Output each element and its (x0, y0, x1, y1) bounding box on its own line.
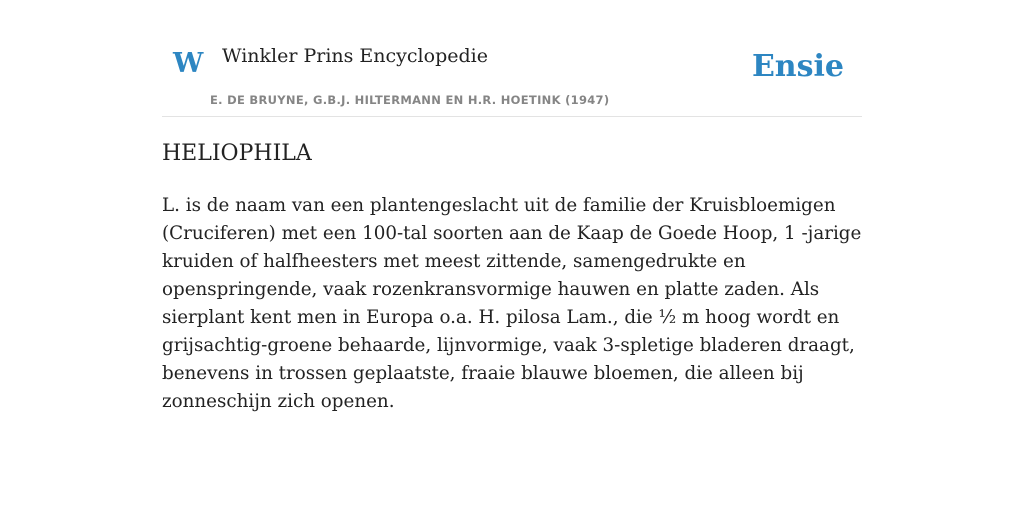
ensie-logo[interactable]: Ensie (751, 49, 844, 84)
winkler-prins-logo[interactable]: W (173, 48, 204, 79)
source-header (162, 0, 862, 117)
entry-title: HELIOPHILA (162, 141, 312, 166)
source-title-link[interactable]: Winkler Prins Encyclopedie (222, 45, 488, 67)
entry-body: L. is de naam van een plantengeslacht uit de familie der Kruisbloemigen (Cruciferen) met een 100-tal soorten aan de Kaap de Goede Hoop, 1 -jarige kruiden of halfheesters met meest zittende, samengedrukte en openspringende, vaak rozenkransvormige hauwen en platte zaden. Als sierplant kent men in Europa o.a. H. pilosa Lam., die ½ m hoog wordt en grijsachtig-groene behaarde, lijnvormige, vaak 3-spletige bladeren draagt, benevens in trossen geplaatste, fraaie blauwe bloemen, die alleen bij zonneschijn zich openen. (162, 195, 862, 412)
source-authors: E. DE BRUYNE, G.B.J. HILTERMANN EN H.R. HOETINK (1947) (210, 93, 610, 107)
